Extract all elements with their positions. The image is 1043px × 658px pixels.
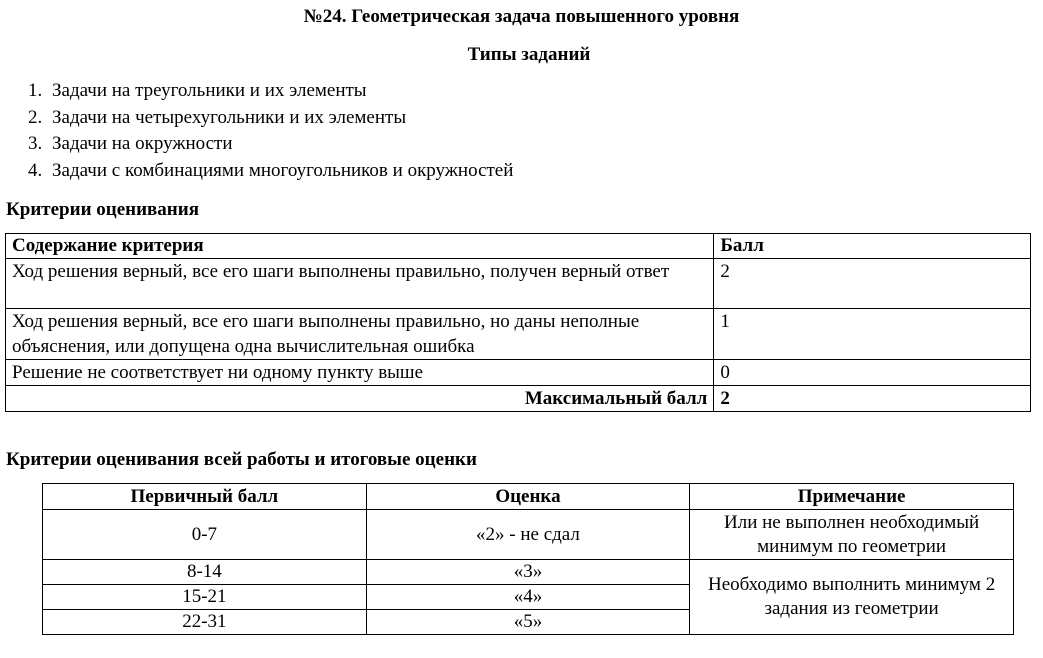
list-number: 2. xyxy=(28,106,43,128)
table-header-row xyxy=(43,484,1014,510)
table-row xyxy=(6,309,1031,360)
criterion-text: Решение не соответствует ни одному пункту выше xyxy=(6,360,714,386)
final-heading: Критерии оценивания всей работы и итоговые оценки xyxy=(6,449,477,470)
list-text: Задачи на окружности xyxy=(52,133,233,154)
criteria-table xyxy=(5,233,1031,412)
max-score-value: 2 xyxy=(714,386,1031,412)
grade: «2» - не сдал xyxy=(366,510,690,560)
page-title: №24. Геометрическая задача повышенного уровня xyxy=(303,6,740,27)
table-row xyxy=(43,510,1014,560)
list-item xyxy=(28,106,513,133)
header-note: Примечание xyxy=(690,484,1014,510)
primary-range: 22-31 xyxy=(43,610,367,635)
primary-range: 15-21 xyxy=(43,585,367,610)
list-text: Задачи на треугольники и их элементы xyxy=(52,80,367,101)
header-primary: Первичный балл xyxy=(43,484,367,510)
section-subtitle: Типы заданий xyxy=(467,44,591,65)
max-score-label: Максимальный балл xyxy=(6,386,714,412)
task-types-list xyxy=(28,79,513,185)
criterion-score: 1 xyxy=(714,309,1031,360)
final-grades-table xyxy=(42,483,1014,635)
criterion-score: 2 xyxy=(714,259,1031,309)
primary-range: 0-7 xyxy=(43,510,367,560)
max-score-row xyxy=(6,386,1031,412)
list-item xyxy=(28,79,513,106)
criterion-score: 0 xyxy=(714,360,1031,386)
header-grade: Оценка xyxy=(366,484,690,510)
header-content: Содержание критерия xyxy=(6,234,714,259)
list-number: 4. xyxy=(28,159,43,181)
header-score: Балл xyxy=(714,234,1031,259)
criterion-text: Ход решения верный, все его шаги выполнены правильно, получен верный ответ xyxy=(6,259,714,309)
grade: «4» xyxy=(366,585,690,610)
grade: «5» xyxy=(366,610,690,635)
note: Необходимо выполнить минимум 2 задания из геометрии xyxy=(690,560,1014,635)
list-number: 3. xyxy=(28,133,43,154)
table-header-row xyxy=(6,234,1031,259)
list-text: Задачи на четырехугольники и их элементы xyxy=(52,106,407,128)
note: Или не выполнен необходимый минимум по геометрии xyxy=(690,510,1014,560)
criteria-heading: Критерии оценивания xyxy=(6,199,199,220)
table-row xyxy=(6,259,1031,309)
criterion-text: Ход решения верный, все его шаги выполнены правильно, но даны неполные объяснения, или допущена одна вычислительная ошибка xyxy=(6,309,714,360)
table-row xyxy=(6,360,1031,386)
list-item xyxy=(28,159,513,186)
grade: «3» xyxy=(366,560,690,585)
list-item xyxy=(28,132,513,159)
primary-range: 8-14 xyxy=(43,560,367,585)
list-number: 1. xyxy=(28,80,43,101)
table-row xyxy=(43,560,1014,585)
list-text: Задачи с комбинациями многоугольников и окружностей xyxy=(52,159,514,181)
